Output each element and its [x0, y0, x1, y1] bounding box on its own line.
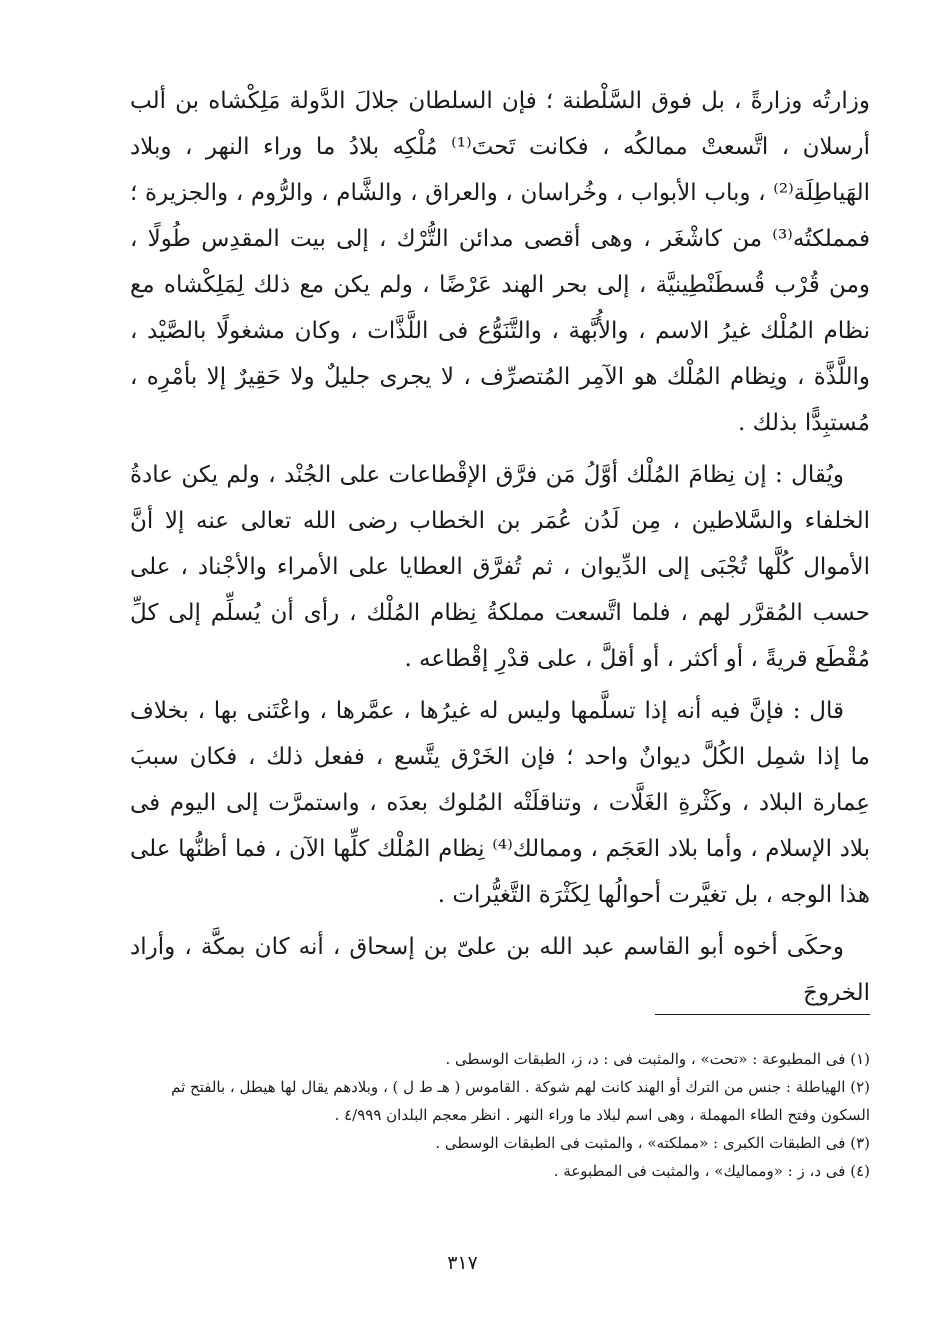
footnote-4: (٤) فى د، ز : «ومماليك» ، والمثبت فى المطبوعة . [553, 1162, 870, 1180]
footnote-2: (٢) الهياطلة : جنس من الترك أو الهند كانت لهم شوكة . القاموس ( هـ ط ل ) ، وبلادهم يقال لها هيطل ، بالفتح ثم [171, 1078, 870, 1096]
main-text [130, 78, 870, 1016]
paragraph-4: وحكَى أخوه أبو القاسم عبد الله بن علىّ بن إسحاق ، أنه كان بمكَّة ، وأراد الخروجَ [130, 934, 870, 1006]
footnote-divider [655, 1014, 870, 1015]
paragraph-2: ويُقال : إن نِظامَ المُلْك أوَّلُ مَن فرَّق الإقْطاعات على الجُنْد ، ولم يكن عادةُ الخلفاء والسَّلاطين ، مِن لَدُن عُمَر بن الخطاب رضى الله تعالى عنه إلا أنَّ الأموال كُلَّها تُجْبَى إلى الدِّيوان ، ثم تُفرَّق العطايا على الأمراء والأجْناد ، على حسب المُقرَّر لهم ، فلما اتَّسعت مملكةُ نِظام المُلْك ، رأى أن يُسلِّم إلى كلِّ مُقْطَع قريةً ، أو أكثر ، أو أقلَّ ، على قدْرِ إقْطاعه . [130, 462, 870, 672]
footnote-2-continuation: السكون وفتح الطاء المهملة ، وهى اسم لبلاد ما وراء النهر . انظر معجم البلدان ٤/٩٩٩ . [334, 1106, 870, 1124]
footnote-1: (١) فى المطبوعة : «تحت» ، والمثبت فى : د، ز، الطبقات الوسطى . [445, 1050, 870, 1068]
paragraph-3: قال : فإنَّ فيه أنه إذا تسلَّمها وليس له غيرُها ، عمَّرها ، واعْتَنى بها ، بخلاف ما إذا شمِل الكُلَّ ديوانٌ واحد ؛ فإن الخَرْق يتَّسع ، ففعل ذلك ، فكان سببَ عِمارة البلاد ، وكَثْرةِ الغَلَّات ، وتناقلَتْه المُلوك بعدَه ، واستمرَّت إلى اليوم فى بلاد الإسلام ، وأما بلاد العَجَم ، وممالك⁽⁴⁾ نِظام المُلْك كلِّها الآن ، فما أظنُّها على هذا الوجه ، بل تغيَّرت أحوالُها لِكَثْرَة التَّغيُّرات . [130, 698, 870, 908]
paragraph-1: وزارتُه وزارةً ، بل فوق السَّلْطنة ؛ فإن السلطان جلالَ الدَّولة مَلِكْشاه بن ألب أرسلان ، اتَّسعتْ ممالكُه ، فكانت تَحتَ⁽¹⁾ مُلْكِه بلادُ ما وراء النهر ، وبلاد الهَياطِلَة⁽²⁾ ، وباب الأبواب ، وخُراسان ، والعراق ، والشَّام ، والرُّوم ، والجزيرة ؛ فمملكتُه⁽³⁾ من كاشْغَر ، وهى أقصى مدائن التُّرْك ، إلى بيت المقدِس طُولًا ، ومن قُرْب قُسطَنْطِينيَّة ، إلى بحر الهند عَرْضًا ، ولم يكن مع ذلك لِمَلِكْشاه مع نظام المُلْك غيرُ الاسم ، والأُبَّهة ، والتَّنَوُّع فى اللَّذَّات ، وكان مشغولًا بالصَّيْد ، واللَّذَّة ، ونِظام المُلْك هو الآمِر المُتصرِّف ، لا يجرى جليلٌ ولا حَقِيرٌ إلا بأمْرِه ، مُستبِدًّا بذلك . [130, 88, 871, 436]
footnotes [130, 1045, 870, 1185]
footnote-3: (٣) فى الطبقات الكبرى : «مملكته» ، والمثبت فى الطبقات الوسطى . [435, 1134, 870, 1152]
page-number: ٣١٧ [447, 1252, 478, 1274]
